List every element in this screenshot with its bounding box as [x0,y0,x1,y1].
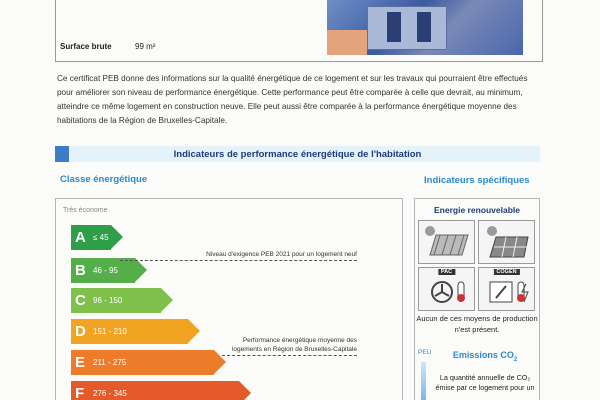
class-letter: F [75,385,85,400]
moyenne-note-1: Performance énergétique moyenne des [242,337,357,344]
class-range: 276 - 345 [93,389,127,398]
moyenne-line [222,355,357,356]
class-letter: B [75,262,86,279]
heat-pump-icon [418,267,475,311]
peb2021-line [120,260,357,261]
class-letter: C [75,292,86,309]
co2-description: La quantité annuelle de CO₂ émise par ce logement pour un [435,373,535,392]
class-range: ≤ 45 [93,233,109,242]
co2-scale-bar [421,362,426,400]
class-range: 96 - 150 [93,296,123,305]
aucun-message: Aucun de ces moyens de production n'est présent. [416,314,538,334]
intro-paragraph: Ce certificat PEB donne des informations sur la qualité énergétique de ce logement et sur les travaux qui pourraient être effectués pour améliorer son niveau de performance énergétique. Cette performance peut être comparée à celle que devrait, au minimum, atteindre ce même logement en construction neuve. Elle peut aussi être comparée à la performance énergétique moyenne des habitations de la Région de Bruxelles-Capitale. [57,74,528,125]
moyenne-note-2: logements en Région de Bruxelles-Capitale [231,346,357,353]
renewable-icons-grid [418,220,536,312]
class-letter: A [75,229,86,246]
solar-thermal-icon [418,220,475,264]
class-letter: D [75,323,86,340]
emissions-co2-title [430,350,540,363]
indicateurs-specifiques-heading: Indicateurs spécifiques [424,175,530,186]
class-bar-b [71,258,135,283]
solar-pv-icon [478,220,535,264]
peu-label: PEU [418,349,432,356]
class-range: 46 - 95 [93,266,118,275]
class-letter: E [75,354,86,371]
cogen-tag: COGEN [493,269,519,275]
emissions-subscript: 2 [513,356,518,363]
peb2021-note: Niveau d'exigence PEB 2021 pour un logement neuf [206,251,357,258]
surface-label: Surface brute [60,42,112,51]
pac-tag: PAC [438,269,455,275]
class-bar-d [71,319,188,344]
class-bar-f [71,381,239,400]
energie-renouvelable-title: Energie renouvelable [434,205,520,215]
cogeneration-icon [478,267,535,311]
class-bar-a [71,225,111,250]
class-bar-e [71,350,214,375]
class-range: 151 - 210 [93,327,127,336]
emissions-label: Emissions CO [452,350,514,360]
tres-econome-label: Très économe [63,207,108,214]
classe-energetique-heading: Classe énergétique [60,174,148,185]
section-title: Indicateurs de performance énergétique de l'habitation [173,149,422,160]
class-bar-c [71,288,161,313]
house-photo [327,0,523,55]
surface-value: 99 m² [135,42,156,51]
class-range: 211 - 275 [93,358,127,367]
